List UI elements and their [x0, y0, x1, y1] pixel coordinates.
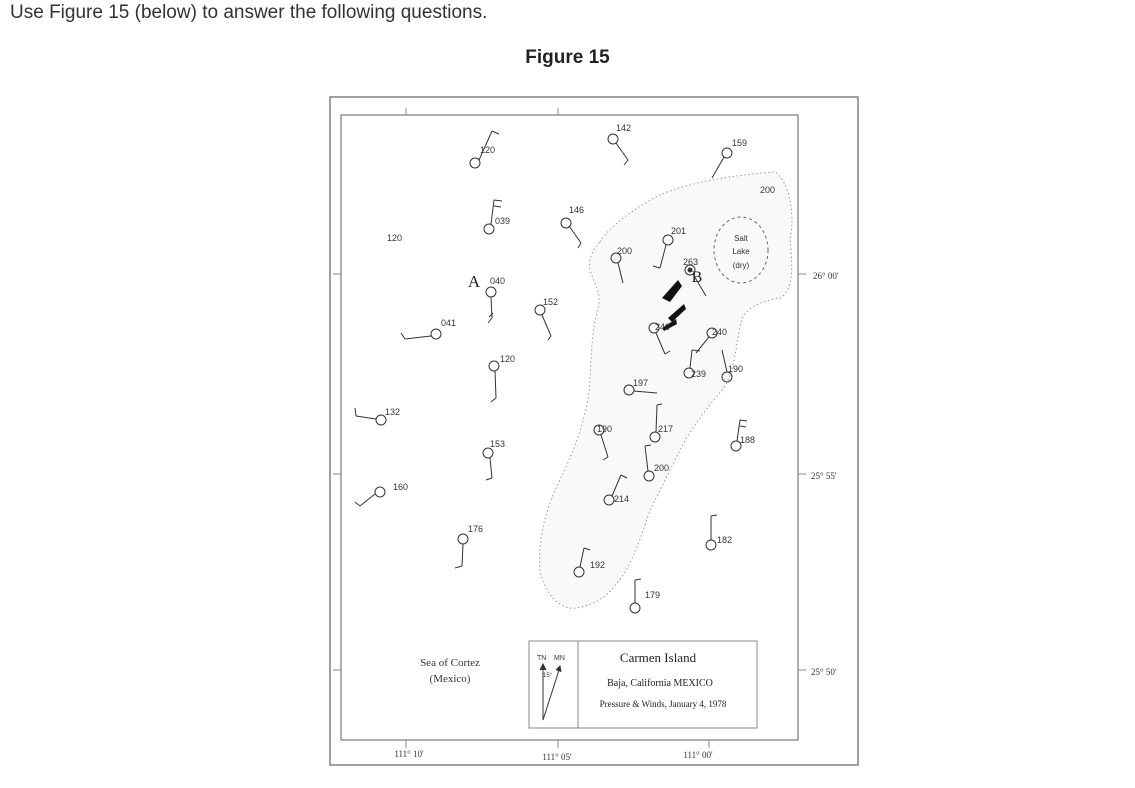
- station-label: 217: [658, 424, 674, 434]
- legend-region: Baja, California MEXICO: [607, 678, 713, 689]
- station-label: 041: [441, 318, 457, 328]
- longitude-label: 111° 00': [683, 750, 713, 760]
- legend-title: Carmen Island: [619, 650, 697, 665]
- figure-title: Figure 15: [525, 47, 610, 68]
- station-label: 120: [500, 354, 516, 364]
- longitude-label: 111° 05': [542, 752, 572, 762]
- latitude-label: 25° 55': [811, 471, 837, 481]
- lake-label-1: Salt: [734, 234, 748, 243]
- station-label: 120: [387, 233, 403, 243]
- station-label: 159: [732, 138, 748, 148]
- sea-label-country: (Mexico): [429, 673, 471, 685]
- station-label: 239: [691, 369, 707, 379]
- lake-label-3: (dry): [732, 261, 750, 270]
- station-label: 040: [490, 276, 506, 286]
- station-label: 120: [480, 145, 496, 155]
- station-label: 039: [495, 216, 511, 226]
- longitude-label: 111° 10': [394, 749, 424, 759]
- station-label: 200: [617, 246, 633, 256]
- north-arrow-declination: 15°: [543, 673, 553, 679]
- lake-label-2: Lake: [732, 247, 750, 256]
- station-label: 190: [597, 424, 613, 434]
- station-label: 142: [616, 123, 632, 133]
- station-label: 200: [654, 463, 670, 473]
- station-label: 190: [728, 364, 744, 374]
- station-label: 160: [393, 482, 409, 492]
- latitude-label: 25° 50': [811, 667, 837, 677]
- station-label: 263: [683, 257, 699, 267]
- station-label: 132: [385, 407, 401, 417]
- station-label: 197: [633, 378, 649, 388]
- station-label: 179: [645, 590, 661, 600]
- station-label: 182: [717, 535, 733, 545]
- point-a-label: A: [467, 272, 481, 291]
- station-label: 240: [655, 322, 671, 332]
- legend-caption: Pressure & Winds, January 4, 1978: [599, 699, 727, 709]
- station-label: 214: [614, 494, 630, 504]
- sea-label: Sea of Cortez: [420, 657, 480, 669]
- station-label: 176: [468, 524, 484, 534]
- latitude-label: 26° 00': [813, 271, 839, 281]
- north-arrow-tn: TN: [537, 655, 547, 662]
- station-label: 146: [569, 205, 585, 215]
- point-b-label: B: [691, 269, 703, 286]
- station-label: 200: [760, 185, 776, 195]
- station-label: 201: [671, 226, 687, 236]
- station-label: 153: [490, 439, 506, 449]
- station-label: 188: [740, 435, 756, 445]
- station-label: 152: [543, 297, 559, 307]
- question-text: Use Figure 15 (below) to answer the following questions.: [10, 2, 488, 23]
- station-label: 240: [712, 327, 728, 337]
- station-label: 192: [590, 560, 606, 570]
- north-arrow-mn: MN: [554, 655, 565, 662]
